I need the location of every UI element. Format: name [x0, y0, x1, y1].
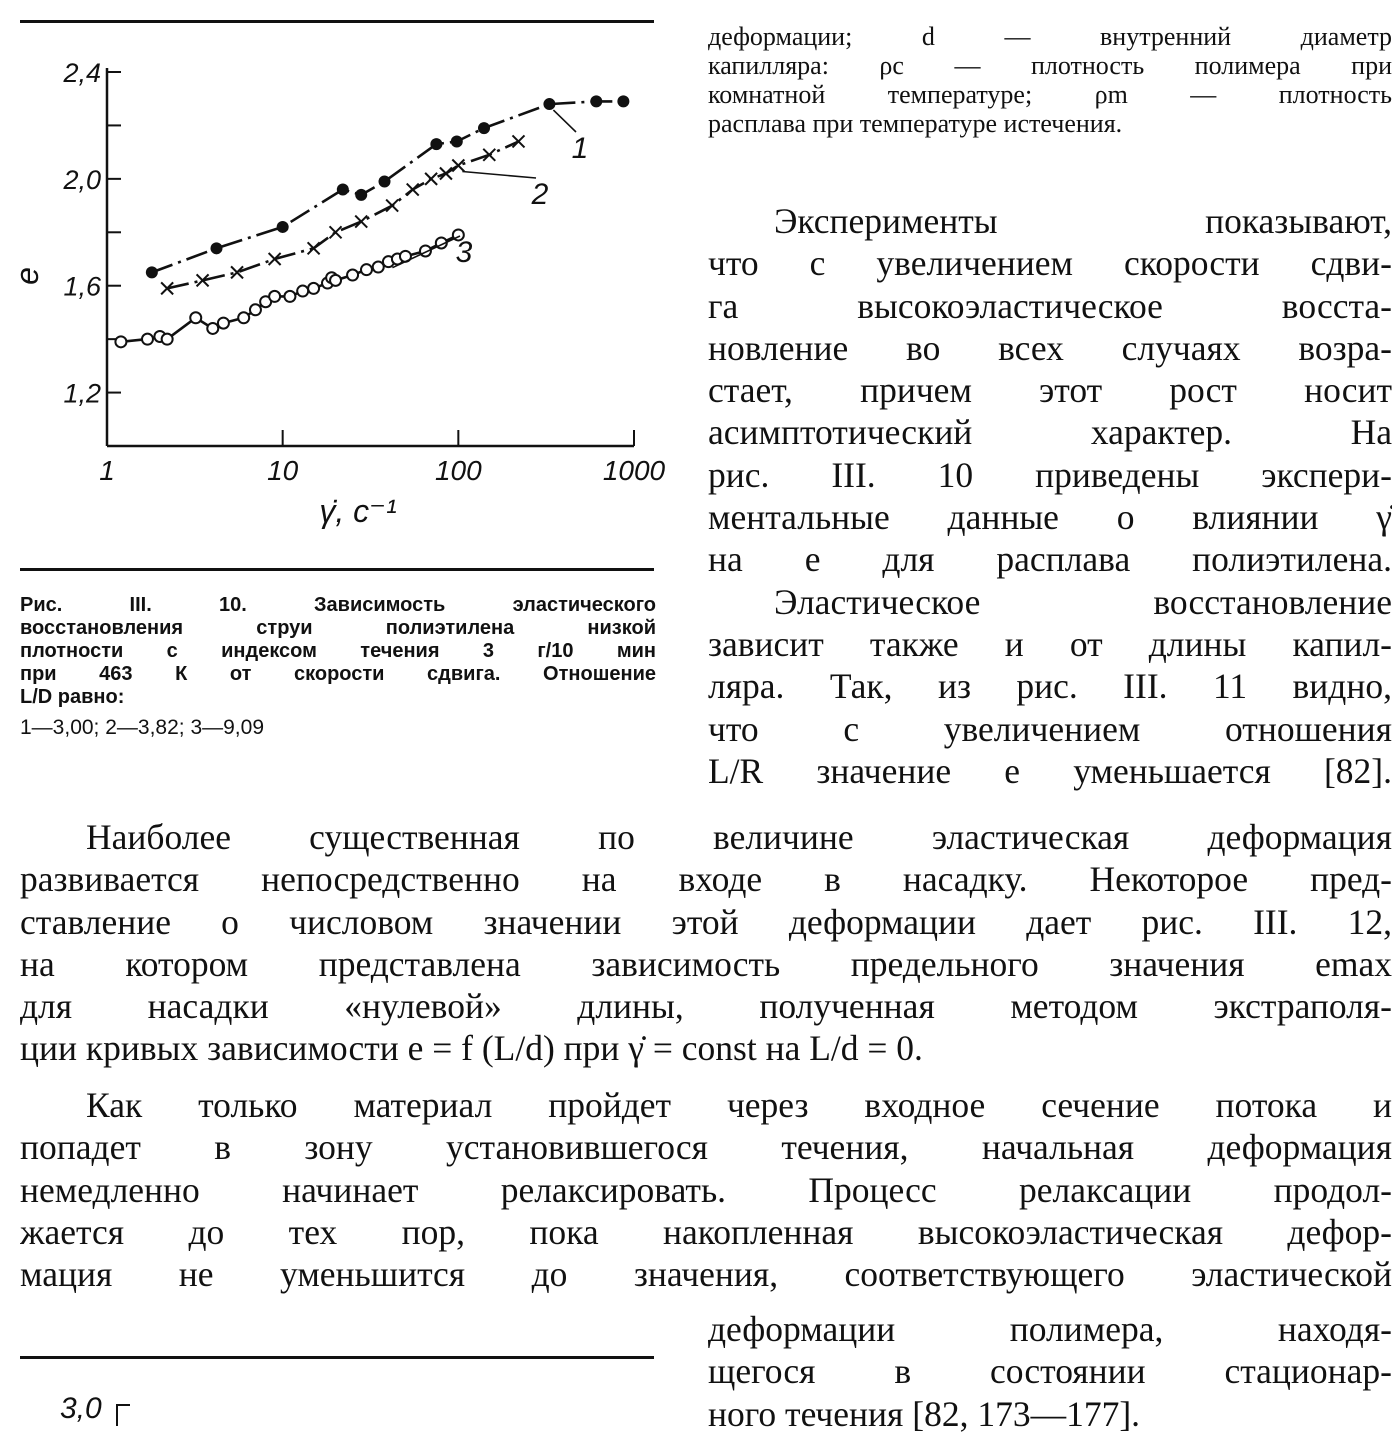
- text-line: ного течения [82, 173—177].: [708, 1393, 1141, 1434]
- series-3-point: [297, 286, 308, 297]
- x-axis-label: γ̇, с⁻¹: [319, 493, 397, 529]
- caption-legend: 1—3,00; 2—3,82; 3—9,09: [20, 716, 264, 739]
- text-line: немедленно начинает релаксировать. Процесс релаксации продол-: [20, 1169, 1392, 1210]
- x-tick-label: 10: [267, 455, 299, 486]
- text-line: ментальные данные о влиянии γ̇: [708, 497, 1392, 538]
- text-line: жается до тех пор, пока накопленная высокоэластическая дефор-: [20, 1211, 1392, 1252]
- series-1-point: [430, 138, 442, 150]
- series-2-point: [452, 160, 464, 172]
- caption-line: плотности с индексом течения 3 г/10 мин: [20, 640, 656, 662]
- y-tick-label: 1,2: [63, 378, 101, 409]
- series-1-point: [337, 184, 349, 196]
- paragraph-entry-deformation: [20, 816, 1392, 1070]
- curve-label: 3: [455, 236, 473, 269]
- series-1-curve: [152, 101, 624, 272]
- text-line: га высокоэластическое восста-: [708, 285, 1392, 326]
- series-1-point: [146, 266, 158, 278]
- series-2-point: [407, 184, 419, 196]
- curve-label: 2: [531, 178, 549, 211]
- series-3-point: [373, 262, 384, 273]
- text-line: попадет в зону установившегося течения, начальная деформация: [20, 1127, 1392, 1168]
- text-line: комнатной температуре; ρm — плотность: [708, 80, 1392, 109]
- text-line: деформации полимера, находя-: [708, 1309, 1392, 1349]
- curve-label-leader: [553, 110, 576, 132]
- next-figure-axis: [116, 1404, 118, 1426]
- text-line: для насадки «нулевой» длины, полученная методом экстраполя-: [20, 986, 1392, 1027]
- series-2-point: [425, 173, 437, 185]
- caption-line: Рис. III. 10. Зависимость эластического: [20, 594, 656, 616]
- series-3-point: [330, 275, 341, 286]
- text-line: капилляра: ρc — плотность полимера при: [708, 51, 1392, 80]
- text-line: рис. III. 10 приведены экспери-: [708, 454, 1392, 495]
- curve-label: 1: [571, 132, 589, 165]
- series-2-point: [355, 216, 367, 228]
- paragraph-relaxation: [20, 1084, 1392, 1295]
- text-line: расплава при температуре истечения.: [708, 109, 1123, 138]
- next-figure-y-tick: 3,0: [60, 1392, 102, 1425]
- series-1-point: [355, 189, 367, 201]
- text-line: L/R значение e уменьшается [82].: [708, 750, 1392, 791]
- figure-iii-10: [0, 0, 680, 560]
- y-tick-label: 1,6: [63, 271, 101, 302]
- series-3-point: [308, 283, 319, 294]
- caption-line: L/D равно:: [20, 686, 125, 708]
- caption-line: восстановления струи полиэтилена низкой: [20, 617, 656, 639]
- y-tick-label: 2,4: [63, 58, 101, 88]
- text-line: что с увеличением отношения: [708, 708, 1392, 749]
- series-2-point: [330, 226, 342, 238]
- figure-caption: [20, 594, 656, 709]
- x-tick-label: 100: [434, 455, 482, 486]
- text-line: Эластическое восстановление: [774, 581, 1392, 622]
- text-line: зависит также и от длины капил-: [708, 623, 1392, 664]
- text-line: Наиболее существенная по величине эластическая деформация: [86, 817, 1392, 857]
- text-line: мация не уменьшится до значения, соответствующего эластической: [20, 1254, 1392, 1295]
- text-line: на котором представлена зависимость предельного значения emax: [20, 943, 1392, 984]
- series-3-point: [284, 291, 295, 302]
- chart-axes: [107, 68, 634, 446]
- series-1-point: [379, 176, 391, 188]
- x-tick-label: 1000: [602, 455, 666, 486]
- next-figure-tick: [116, 1404, 130, 1406]
- caption-rule: [20, 568, 654, 571]
- series-3-point: [347, 270, 358, 281]
- series-2-point: [483, 149, 495, 161]
- series-1-point: [617, 95, 629, 107]
- series-2-point: [308, 242, 320, 254]
- series-1-point: [277, 221, 289, 233]
- series-2-point: [386, 200, 398, 212]
- y-tick-label: 2,0: [63, 164, 101, 195]
- paragraph-relaxation-tail: [708, 1308, 1392, 1435]
- text-line: ляра. Так, из рис. III. 11 видно,: [708, 666, 1392, 707]
- series-3-point: [361, 264, 372, 275]
- series-3-point: [238, 312, 249, 323]
- series-3-point: [115, 336, 126, 347]
- series-3-point: [190, 312, 201, 323]
- text-line: ставление о числовом значении этой деформации дает рис. III. 12,: [20, 901, 1392, 942]
- text-line: ции кривых зависимости e = f (L/d) при γ̇ = const на L/d = 0.: [20, 1028, 923, 1069]
- series-1-point: [451, 135, 463, 147]
- text-line: деформации; d — внутренний диаметр: [708, 22, 1392, 51]
- text-line: Как только материал пройдет через входное сечение потока и: [86, 1085, 1392, 1125]
- series-3-point: [207, 323, 218, 334]
- caption-line: при 463 К от скорости сдвига. Отношение: [20, 663, 656, 685]
- y-axis-label: e: [9, 267, 45, 285]
- text-line: новление во всех случаях возра-: [708, 327, 1392, 368]
- chart-series: [115, 95, 629, 347]
- series-3-point: [142, 334, 153, 345]
- text-line: развивается непосредственно на входе в насадку. Некоторое пред-: [20, 859, 1392, 900]
- next-figure-rule: [20, 1356, 654, 1359]
- text-line: на e для расплава полиэтилена.: [708, 539, 1392, 580]
- series-1-point: [210, 242, 222, 254]
- series-3-point: [218, 318, 229, 329]
- right-main-text: [708, 200, 1392, 792]
- series-2-point: [512, 135, 524, 147]
- series-2-point: [440, 168, 452, 180]
- text-line: стает, причем этот рост носит: [708, 370, 1392, 411]
- series-1-point: [590, 95, 602, 107]
- x-tick-label: 1: [99, 455, 115, 486]
- text-line: щегося в состоянии стационар-: [708, 1351, 1392, 1392]
- series-3-point: [250, 304, 261, 315]
- series-1-point: [543, 98, 555, 110]
- series-3-point: [269, 291, 280, 302]
- curve-label-leader: [462, 172, 536, 179]
- text-line: Эксперименты показывают,: [774, 201, 1392, 241]
- series-1-point: [478, 122, 490, 134]
- right-top-text: [708, 22, 1392, 138]
- text-line: асимптотический характер. На: [708, 412, 1392, 453]
- text-line: что с увеличением скорости сдви-: [708, 243, 1392, 284]
- series-3-point: [162, 334, 173, 345]
